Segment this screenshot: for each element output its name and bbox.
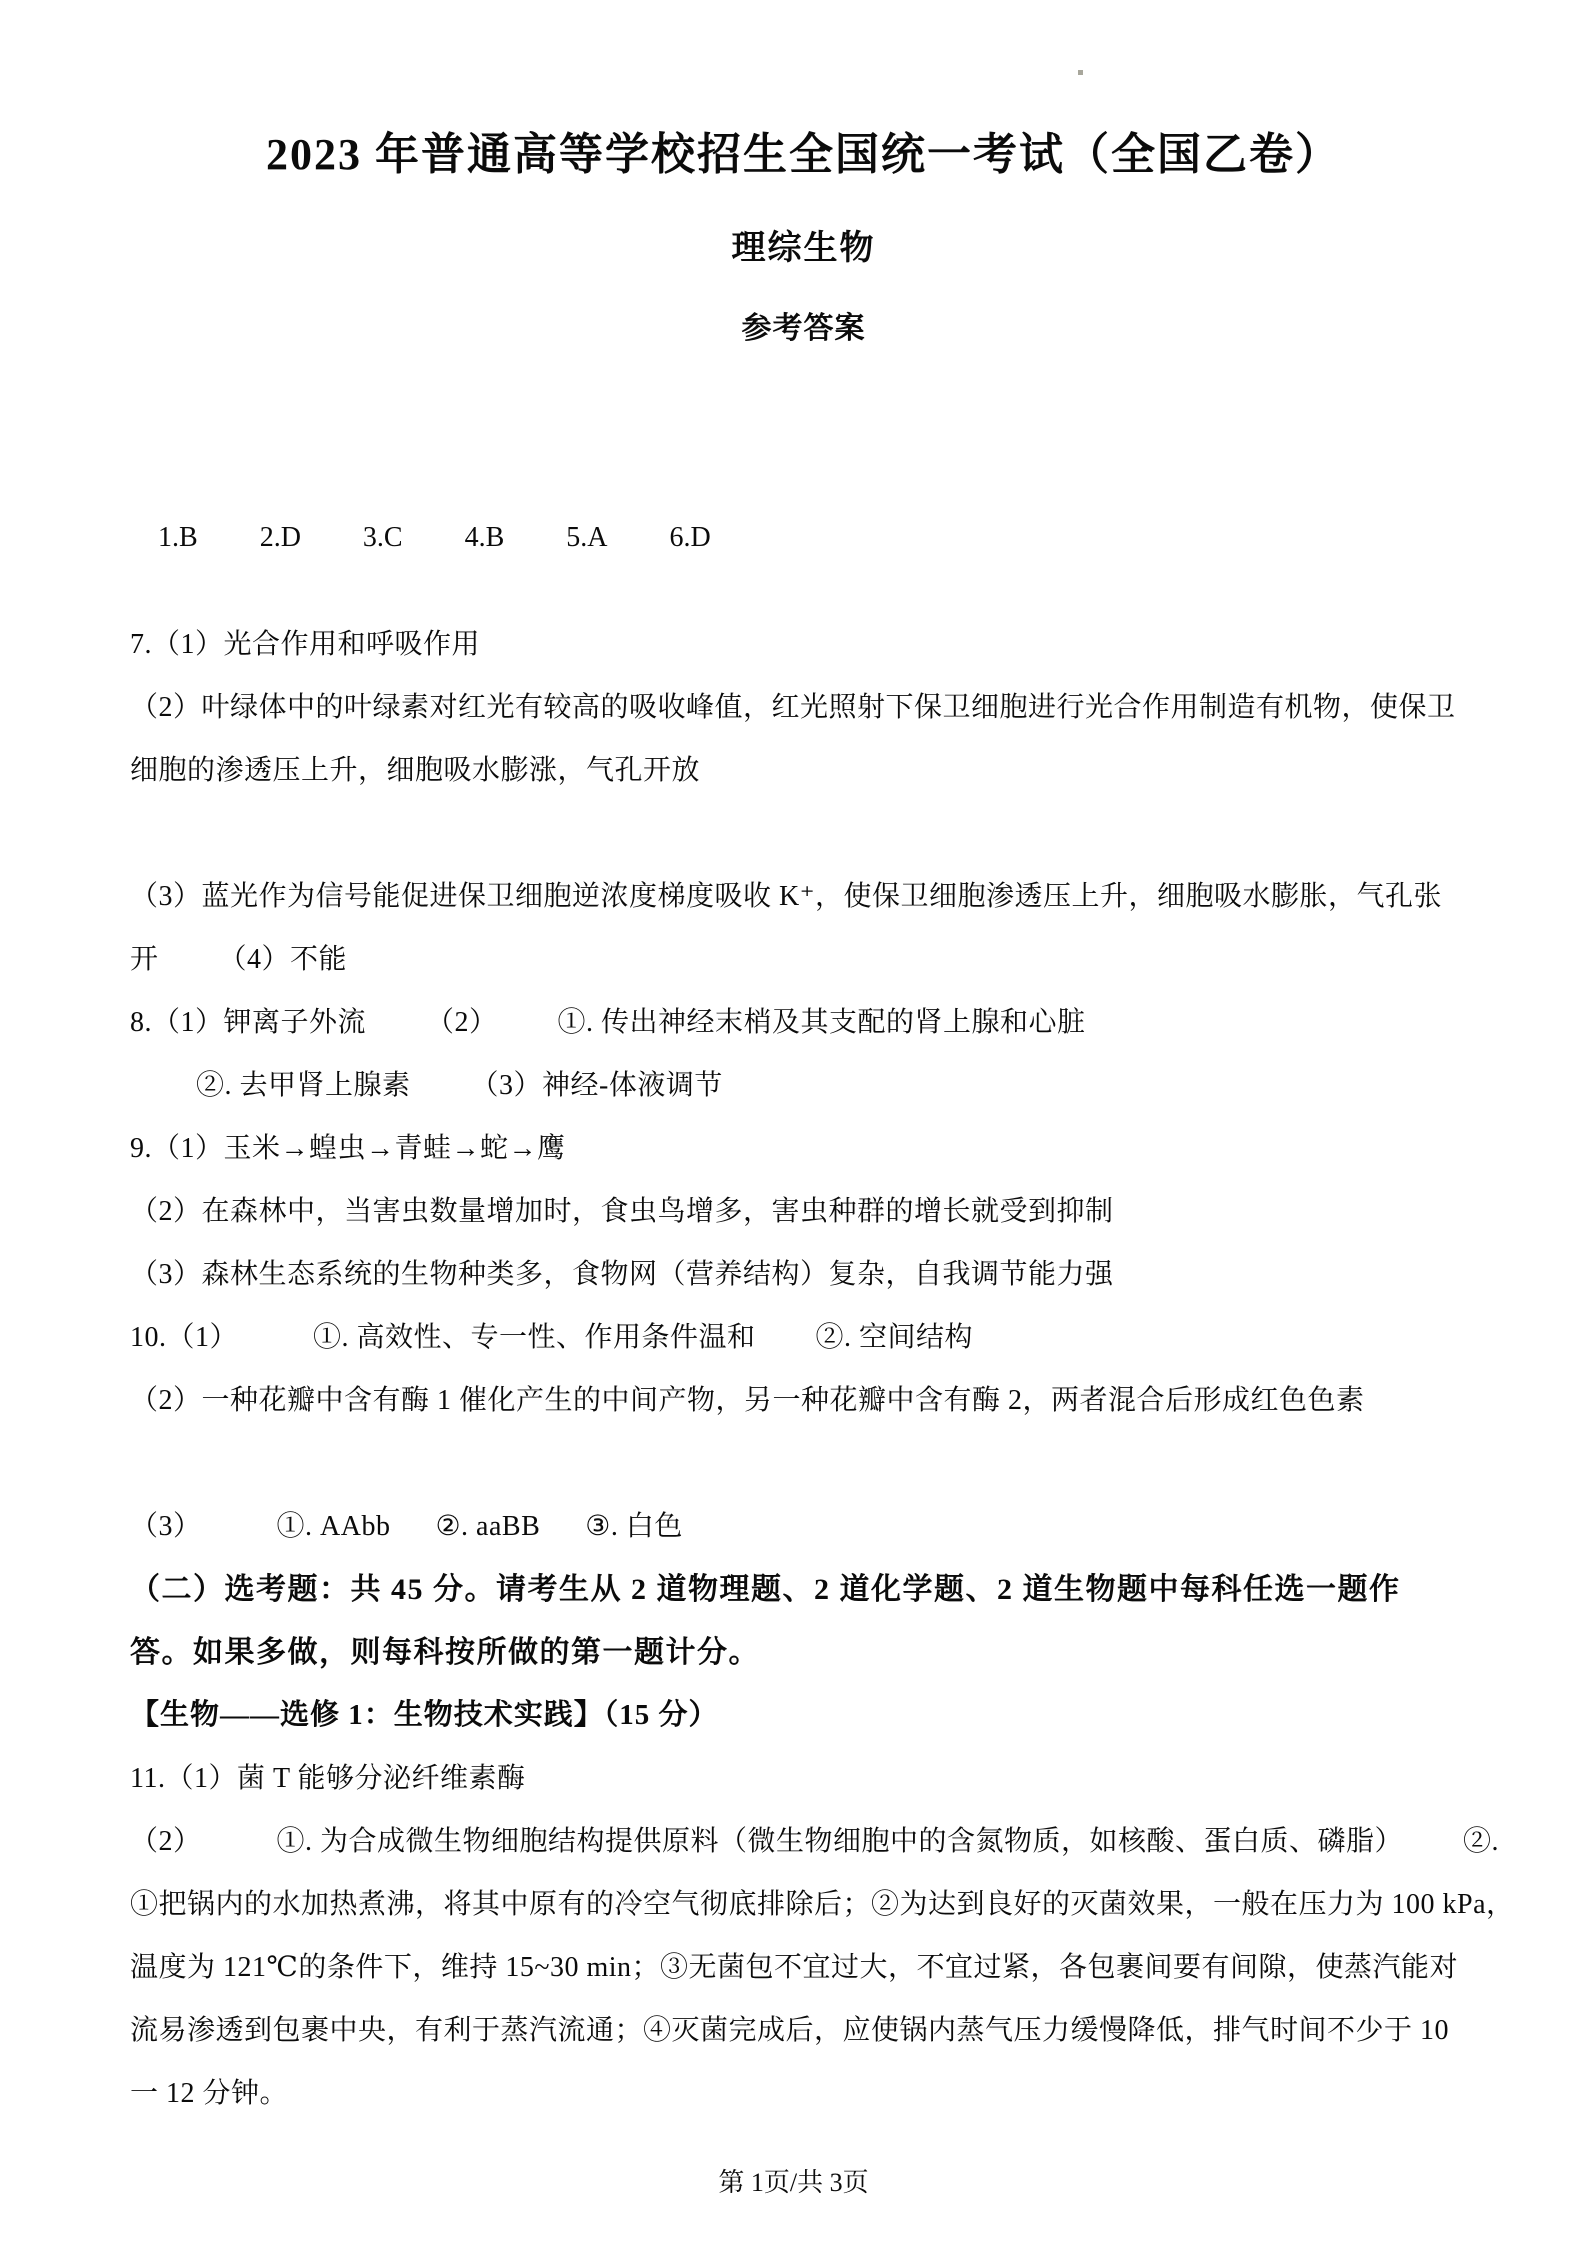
answer-line-q11-2b: ①把锅内的水加热煮沸，将其中原有的冷空气彻底排除后；②为达到良好的灭菌效果，一般在压力为 100 kPa， — [130, 1889, 1515, 1920]
choice-answer: 5.A — [566, 522, 608, 553]
choice-answer: 3.C — [362, 522, 403, 553]
answer-line-q11-2c: 温度为 121℃的条件下，维持 15~30 min；③无菌包不宜过大，不宜过紧，各包裹间要有间隙，使蒸汽能对 — [130, 1952, 1459, 1983]
answer-line-q9-1: 9.（1）玉米→蝗虫→青蛙→蛇→鹰 — [130, 1133, 566, 1164]
answers-body — [130, 613, 1515, 2125]
answer-line-q11-2e: 一 12 分钟。 — [130, 2078, 289, 2109]
elective-module-heading: 【生物——选修 1：生物技术实践】（15 分） — [130, 1699, 719, 1731]
blank-line — [130, 802, 1477, 865]
multiple-choice-answers-row — [130, 478, 1477, 598]
answer-line-q7-1: 7.（1）光合作用和呼吸作用 — [130, 629, 481, 660]
answer-line-q8-1-2: 8.（1）钾离子外流 （2） ①. 传出神经末梢及其支配的肾上腺和心脏 — [130, 1007, 1086, 1038]
optional-questions-notice-a: （二）选考题：共 45 分。请考生从 2 道物理题、2 道化学题、2 道生物题中每科任选一题作 — [130, 1573, 1401, 1606]
answer-line-q11-2a: （2） ①. 为合成微生物细胞结构提供原料（微生物细胞中的含氮物质，如核酸、蛋白质、磷脂） ②. — [130, 1826, 1500, 1857]
optional-questions-notice-b: 答。如果多做，则每科按所做的第一题计分。 — [130, 1636, 760, 1669]
exam-title: 2023 年普通高等学校招生全国统一考试（全国乙卷） — [266, 130, 1341, 179]
answer-line-q7-3b-4: 开 （4）不能 — [130, 944, 348, 975]
answer-line-q10-3: （3） ①. AAbb ②. aaBB ③. 白色 — [130, 1511, 683, 1542]
blank-line — [130, 1432, 1477, 1495]
choice-answer: 2.D — [259, 522, 301, 553]
answer-line-q7-3a: （3）蓝光作为信号能促进保卫细胞逆浓度梯度吸收 K⁺，使保卫细胞渗透压上升，细胞吸水膨胀，气孔张 — [130, 881, 1443, 912]
answer-line-q10-1: 10.（1） ①. 高效性、专一性、作用条件温和 ②. 空间结构 — [130, 1322, 974, 1353]
choice-answer: 1.B — [158, 522, 198, 553]
answer-line-q9-2: （2）在森林中，当害虫数量增加时，食虫鸟增多，害虫种群的增长就受到抑制 — [130, 1196, 1114, 1227]
answer-line-q8-2-3: ②. 去甲肾上腺素 （3）神经-体液调节 — [196, 1070, 723, 1101]
page-number: 第 1页/共 3页 — [718, 2168, 869, 2197]
choice-answer: 6.D — [669, 522, 711, 553]
answer-line-q9-3: （3）森林生态系统的生物种类多，食物网（营养结构）复杂，自我调节能力强 — [130, 1259, 1114, 1290]
answer-line-q7-2b: 细胞的渗透压上升，细胞吸水膨涨，气孔开放 — [130, 755, 701, 786]
answer-line-q10-2: （2）一种花瓣中含有酶 1 催化产生的中间产物，另一种花瓣中含有酶 2，两者混合后形成红色色素 — [130, 1385, 1365, 1416]
answer-line-q11-2d: 流易渗透到包裹中央，有利于蒸汽流通；④灭菌完成后，应使锅内蒸气压力缓慢降低，排气时间不少于 10 — [130, 2015, 1450, 2046]
exam-subject: 理综生物 — [731, 230, 876, 267]
stray-dot — [1078, 70, 1083, 75]
answer-line-q11-1: 11.（1）菌 T 能够分泌纤维素酶 — [130, 1763, 526, 1794]
answer-key-heading: 参考答案 — [741, 312, 866, 345]
answer-line-q7-2a: （2）叶绿体中的叶绿素对红光有较高的吸收峰值，红光照射下保卫细胞进行光合作用制造有机物，使保卫 — [130, 692, 1456, 723]
choice-answer: 4.B — [464, 522, 505, 553]
